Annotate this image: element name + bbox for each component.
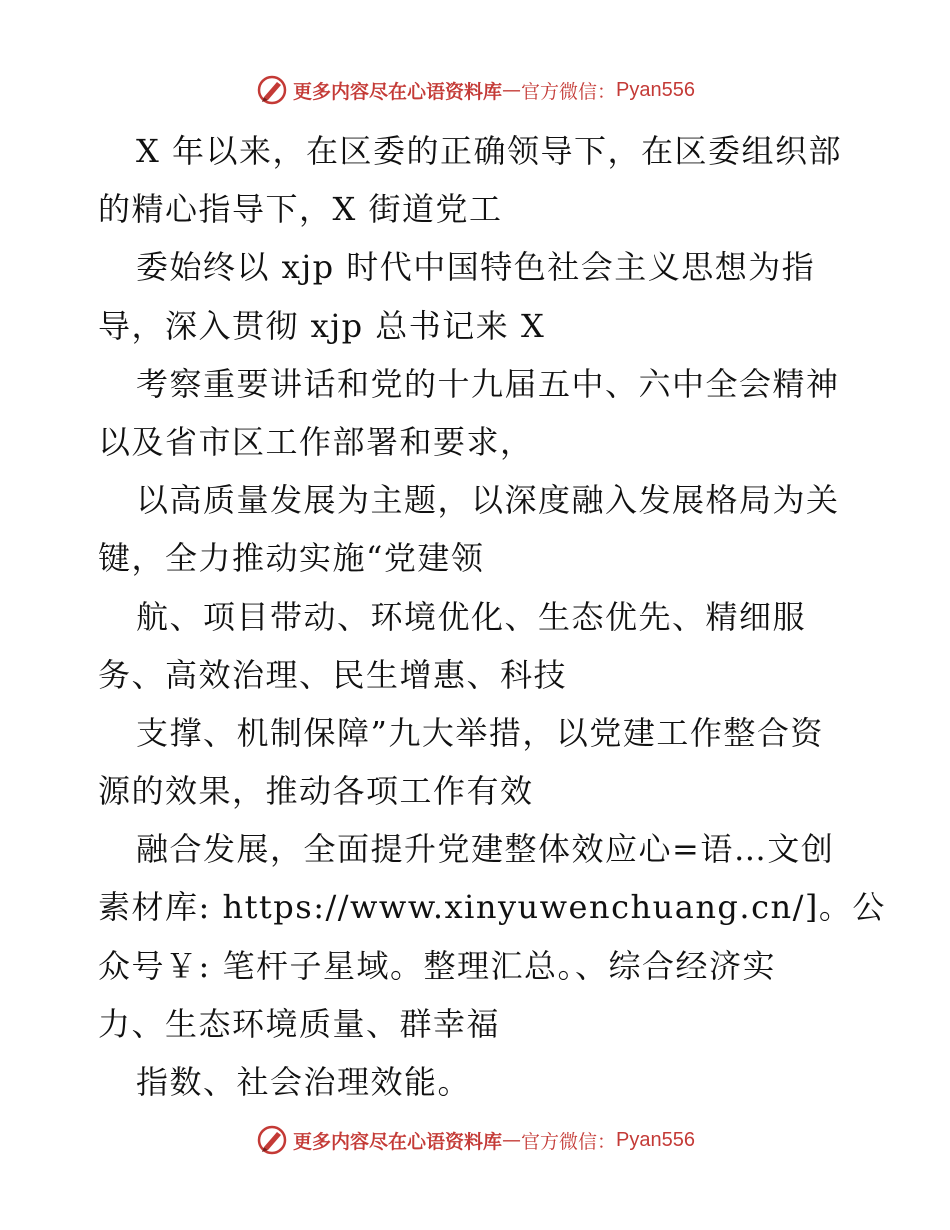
body-line: 素材库: https://www.xinyuwenchuang.cn/]。公: [98, 888, 886, 927]
body-line: 务、高效治理、民生增惠、科技: [98, 655, 568, 694]
body-line: 航、项目带动、环境优化、生态优先、精细服: [136, 597, 807, 636]
banner-dash: —: [502, 79, 522, 101]
body-line: X 年以来，在区委的正确领导下，在区委组织部: [136, 132, 842, 170]
banner-wechat-id: Pyan556: [616, 1128, 695, 1151]
body-line: 指数、社会治理效能。: [136, 1063, 472, 1101]
pen-logo-icon: [255, 73, 289, 107]
body-line: 以及省市区工作部署和要求，: [98, 422, 534, 461]
body-line: 众号￥: 笔杆子星域。整理汇总。、综合经济实: [98, 946, 776, 985]
body-line: 支撑、机制保障”九大举措，以党建工作整合资: [136, 713, 824, 752]
banner-title: 更多内容尽在心语资料库: [293, 80, 503, 103]
body-line: 力、生态环境质量、群幸福: [98, 1004, 501, 1043]
banner-wechat-label: 官方微信：: [521, 1130, 617, 1153]
body-line: 委始终以 xjp 时代中国特色社会主义思想为指: [136, 248, 816, 287]
body-line: 考察重要讲话和党的十九届五中、六中全会精神: [136, 364, 840, 403]
body-line: 融合发展，全面提升党建整体效应心=语…文创: [136, 830, 835, 869]
banner-wechat-id: Pyan556: [616, 78, 695, 101]
body-line: 键，全力推动实施“党建领: [98, 539, 485, 578]
body-line: 导，深入贯彻 xjp 总书记来 X: [98, 306, 546, 345]
body-line: 的精心指导下，X 街道党工: [98, 190, 503, 229]
body-line: 以高质量发展为主题，以深度融入发展格局为关: [136, 481, 840, 520]
body-line: 源的效果，推动各项工作有效: [98, 772, 534, 811]
banner-dash: —: [502, 1129, 522, 1151]
document-body: [98, 122, 886, 1111]
pen-logo-icon: [255, 1123, 289, 1157]
header-banner: [0, 70, 950, 110]
banner-title: 更多内容尽在心语资料库: [293, 1130, 503, 1153]
banner-wechat-label: 官方微信：: [521, 80, 617, 103]
footer-banner: [0, 1120, 950, 1160]
